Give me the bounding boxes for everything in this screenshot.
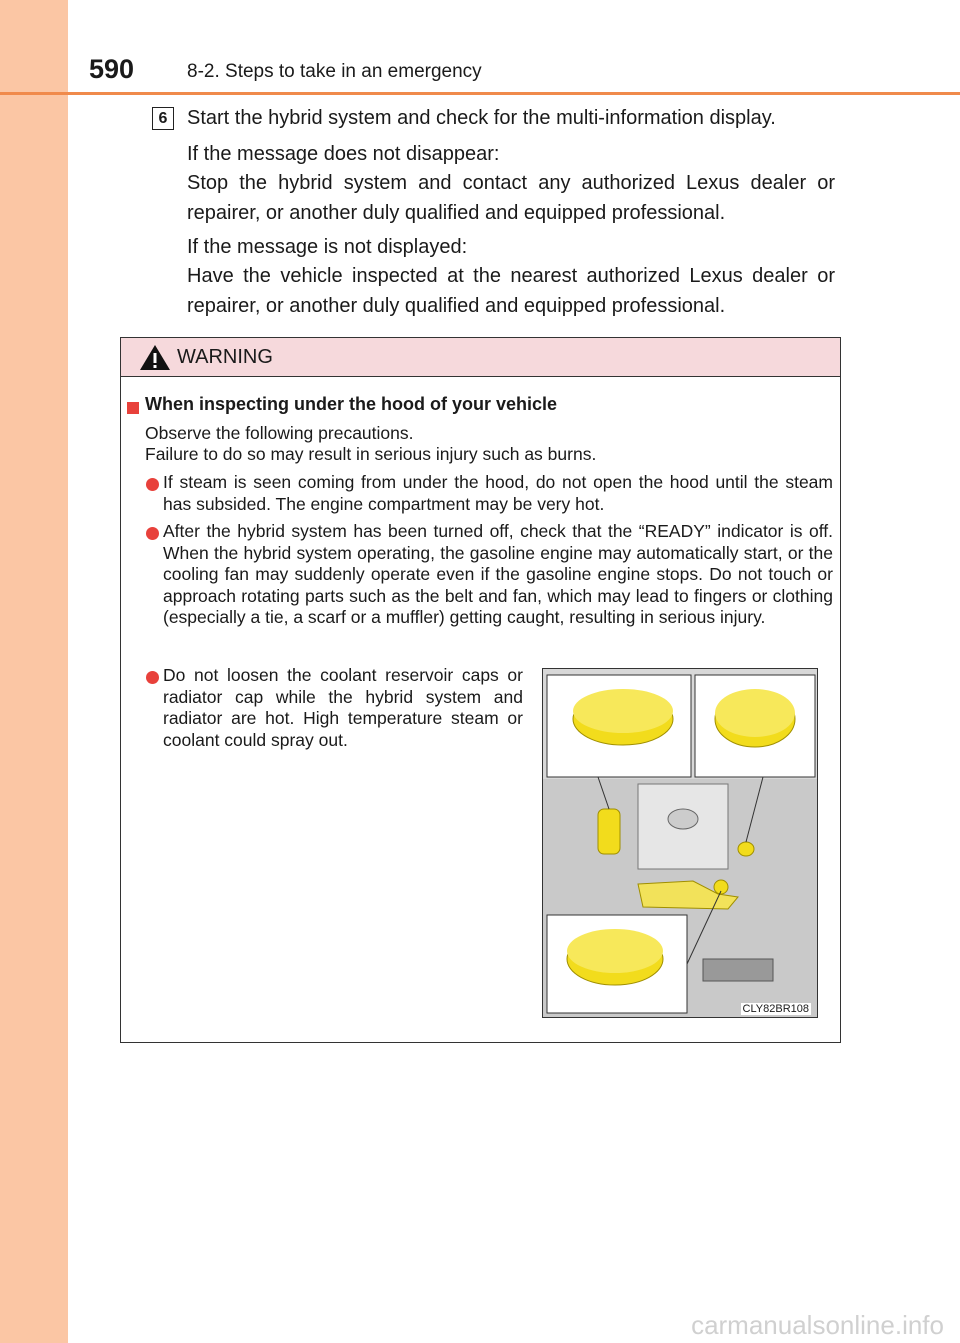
warning-intro-2: Failure to do so may result in serious injury such as burns. bbox=[145, 444, 597, 464]
step-number-badge: 6 bbox=[152, 107, 174, 130]
page-number: 590 bbox=[89, 54, 135, 84]
chapter-margin-tab bbox=[0, 0, 68, 1343]
case1-text: Stop the hybrid system and contact any authorized Lexus dealer or repairer, or another duly qualified and equipped professional. bbox=[187, 172, 835, 224]
case1-label: If the message does not disappear: bbox=[187, 143, 500, 165]
bullet-dot-icon bbox=[146, 478, 159, 491]
warning-subheading: When inspecting under the hood of your vehicle bbox=[145, 394, 558, 414]
bullet-dot-icon bbox=[146, 671, 159, 684]
bullet-dot-icon bbox=[146, 527, 159, 540]
warning-bullet-3: Do not loosen the coolant reservoir caps or radiator cap while the hybrid system and radiator are hot. High temperature steam or coolant could spray out. bbox=[163, 665, 523, 750]
warning-bullet-1: If steam is seen coming from under the hood, do not open the hood until the steam has subsided. The engine compartment may be very hot. bbox=[163, 472, 833, 514]
warning-header bbox=[121, 338, 840, 377]
warning-intro-1: Observe the following precautions. bbox=[145, 423, 414, 443]
coolant-caps-diagram bbox=[543, 669, 817, 1017]
warning-box bbox=[120, 337, 841, 1043]
case2-text: Have the vehicle inspected at the nearest authorized Lexus dealer or repairer, or another duly qualified and equipped professional. bbox=[187, 265, 835, 317]
step-text: Start the hybrid system and check for the multi-information display. bbox=[187, 107, 776, 129]
square-bullet-icon bbox=[127, 402, 139, 414]
warning-bullet-2: After the hybrid system has been turned off, check that the “READY” indicator is off. When the hybrid system operating, the gasoline engine may automatically start, or the cooling fan may suddenly operate even if the gasoline engine stops. Do not touch or approach rotating parts such as the belt and fan, which may lead to fingers or clothing (especially a tie, a scarf or a muffler) getting caught, resulting in serious injury. bbox=[163, 521, 833, 627]
engine-compartment-illustration bbox=[542, 668, 818, 1018]
section-title: 8-2. Steps to take in an emergency bbox=[187, 61, 482, 82]
image-code: CLY82BR108 bbox=[742, 1003, 809, 1015]
warning-triangle-icon bbox=[139, 344, 171, 371]
warning-title: WARNING bbox=[177, 346, 273, 368]
case2-label: If the message is not displayed: bbox=[187, 236, 468, 258]
header-rule bbox=[0, 92, 960, 95]
watermark: carmanualsonline.info bbox=[691, 1310, 944, 1340]
